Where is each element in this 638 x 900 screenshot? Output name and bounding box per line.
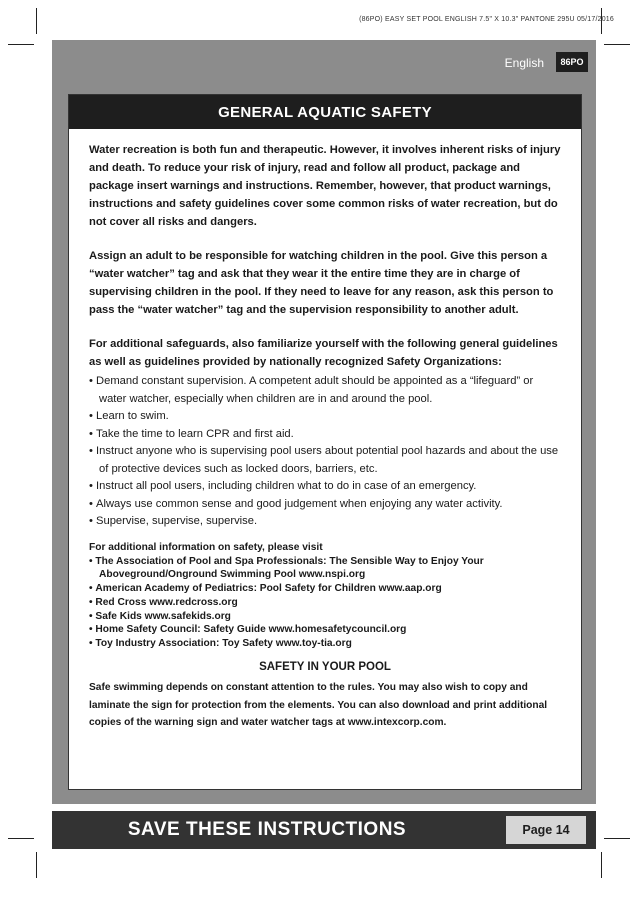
intro-paragraph: Water recreation is both fun and therapeutic. However, it involves inherent risks of injury and death. To reduce your risk of injury, read and follow all product, package and package insert warnings and instructions. Remember, however, that product warnings, instructions and safety guidelines cover some common risks of water recreation, but do not cover all risks and dangers. — [89, 144, 561, 228]
list-item: • Instruct all pool users, including children what to do in case of an emergency. — [89, 478, 561, 496]
card-title: GENERAL AQUATIC SAFETY — [69, 95, 581, 129]
safety-card — [68, 94, 582, 790]
guidelines-paragraph: For additional safeguards, also familiarize yourself with the following general guidelines as well as guidelines provided by nationally recognized Safety Organizations: — [89, 338, 558, 368]
crop-mark — [36, 8, 37, 34]
resource-item: • Safe Kids www.safekids.org — [89, 610, 561, 624]
guidelines-list — [89, 373, 561, 531]
model-code-badge: 86PO — [556, 52, 588, 72]
crop-mark — [604, 44, 630, 45]
footer-title: SAVE THESE INSTRUCTIONS — [127, 819, 407, 840]
crop-mark — [604, 838, 630, 839]
supervision-paragraph: Assign an adult to be responsible for watching children in the pool. Give this person a “water watcher” tag and ask that they wear it the entire time they are in charge of supervising children in the pool. If they need to leave for any reason, ask this person to pass the “water watcher” tag and the supervision responsibility to another adult. — [89, 250, 554, 316]
resources-intro: For additional information on safety, please visit — [89, 541, 323, 553]
resource-item: • The Association of Pool and Spa Professionals: The Sensible Way to Enjoy Your Aboveground/Onground Swimming Pool www.nspi.org — [89, 555, 561, 583]
page-panel — [52, 40, 596, 804]
crop-mark — [8, 838, 34, 839]
crop-mark — [36, 852, 37, 878]
page-number: Page 14 — [506, 816, 586, 844]
list-item: • Instruct anyone who is supervising pool users about potential pool hazards and about the use of protective devices such as locked doors, barriers, etc. — [89, 443, 561, 478]
list-item: • Supervise, supervise, supervise. — [89, 513, 561, 531]
language-label: English — [504, 56, 544, 70]
list-item: • Learn to swim. — [89, 408, 561, 426]
resource-item: • Toy Industry Association: Toy Safety www.toy-tia.org — [89, 637, 561, 651]
print-slug: (86PO) EASY SET POOL ENGLISH 7.5" X 10.3" PANTONE 295U 05/17/2016 — [359, 16, 614, 23]
section-heading: SAFETY IN YOUR POOL — [259, 661, 391, 674]
resource-item: • Red Cross www.redcross.org — [89, 596, 561, 610]
footer-bar — [52, 811, 596, 849]
list-item: • Always use common sense and good judgement when enjoying any water activity. — [89, 496, 561, 514]
closing-paragraph: Safe swimming depends on constant attention to the rules. You may also wish to copy and laminate the sign for protection from the elements. You can also download and print additional copies of the warning sign and water watcher tags at www.intexcorp.com. — [89, 682, 548, 729]
resource-item: • American Academy of Pediatrics: Pool Safety for Children www.aap.org — [89, 582, 561, 596]
resources-list — [89, 555, 561, 652]
list-item: • Demand constant supervision. A competent adult should be appointed as a “lifeguard” or water watcher, especially when children are in and around the pool. — [89, 373, 561, 408]
resource-item: • Home Safety Council: Safety Guide www.homesafetycouncil.org — [89, 623, 561, 637]
crop-mark — [8, 44, 34, 45]
list-item: • Take the time to learn CPR and first aid. — [89, 426, 561, 444]
card-content — [69, 129, 581, 732]
crop-mark — [601, 852, 602, 878]
